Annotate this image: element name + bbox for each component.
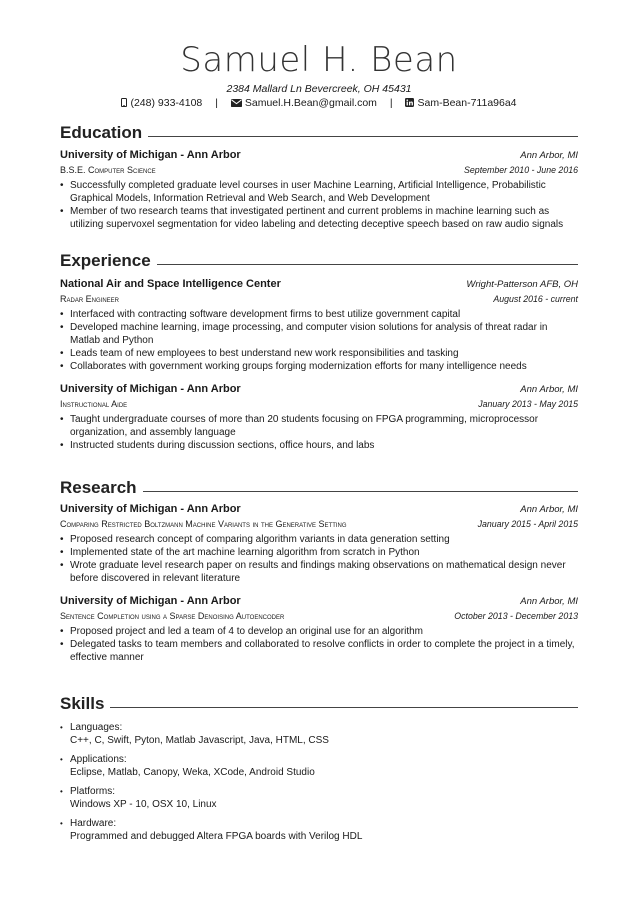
organization: University of Michigan - Ann Arbor <box>60 149 241 161</box>
location: Wright-Patterson AFB, OH <box>466 279 578 290</box>
section-rule <box>143 491 578 492</box>
skill-value: C++, C, Swift, Pyton, Matlab Javascript, Java, HTML, CSS <box>70 735 329 746</box>
skill-item <box>60 721 578 747</box>
section-rule <box>110 707 578 708</box>
list-item: • Successfully completed graduate level courses in user Machine Learning, Artificial Intelligence, Probabilistic Graphical Models, Information Retrieval and Web Search, and Web Development <box>60 179 578 205</box>
skill-item <box>60 817 578 843</box>
skills-list <box>60 721 578 843</box>
section-rule <box>157 264 578 265</box>
date-range: October 2013 - December 2013 <box>454 611 578 621</box>
organization: University of Michigan - Ann Arbor <box>60 503 241 515</box>
list-item: • Developed machine learning, image processing, and computer vision solutions for analysis of threat radar in Matlab and Python <box>60 321 578 347</box>
phone-number[interactable]: (248) 933-4108 <box>130 97 203 109</box>
project-title: Comparing Restricted Boltzmann Machine Variants in the Generative Setting <box>60 519 347 529</box>
candidate-name: Samuel H. Bean <box>180 40 458 80</box>
list-item: • Proposed project and led a team of 4 to develop an original use for an algorithm <box>60 625 578 638</box>
degree: B.S.E. Computer Science <box>60 165 156 175</box>
location: Ann Arbor, MI <box>520 384 578 395</box>
organization: University of Michigan - Ann Arbor <box>60 383 241 395</box>
organization: National Air and Space Intelligence Center <box>60 278 281 290</box>
envelope-icon <box>231 98 242 110</box>
mobile-phone-icon <box>121 98 127 110</box>
project-title: Sentence Completion using a Sparse Denoising Autoencoder <box>60 611 285 621</box>
list-item: • Member of two research teams that investigated pertinent and current problems in machine learning such as utilizing supervoxel segmentation for video labeling and detecting deceptive speech based on raw audio signals <box>60 205 578 231</box>
skills-section <box>60 693 578 849</box>
location: Ann Arbor, MI <box>520 596 578 607</box>
list-item: • Delegated tasks to team members and collaborated to resolve conflicts in order to complete the project in a timely, effective manner <box>60 638 578 664</box>
location: Ann Arbor, MI <box>520 150 578 161</box>
list-item: • Proposed research concept of comparing algorithm variants in data generation setting <box>60 533 578 546</box>
research-entry <box>60 594 578 664</box>
skill-label: • Languages: <box>70 722 123 733</box>
date-range: January 2015 - April 2015 <box>477 519 578 529</box>
experience-entry <box>60 277 578 373</box>
experience-entry <box>60 382 578 452</box>
linkedin-icon <box>405 98 414 110</box>
skill-item <box>60 753 578 779</box>
job-title: Instructional Aide <box>60 399 128 409</box>
linkedin-link[interactable]: Sam-Bean-711a96a4 <box>417 97 517 109</box>
section-title: Research <box>60 478 137 497</box>
organization: University of Michigan - Ann Arbor <box>60 595 241 607</box>
separator: | <box>215 97 218 109</box>
job-title: Radar Engineer <box>60 294 120 304</box>
location: Ann Arbor, MI <box>520 504 578 515</box>
skill-value: Programmed and debugged Altera FPGA boards with Verilog HDL <box>70 831 363 842</box>
experience-section <box>60 250 578 452</box>
list-item: • Instructed students during discussion sections, office hours, and labs <box>60 439 578 452</box>
section-title: Education <box>60 123 143 142</box>
contact-line <box>0 97 638 110</box>
skill-label: • Hardware: <box>70 818 117 829</box>
skill-value: Windows XP - 10, OSX 10, Linux <box>70 799 217 810</box>
email-link[interactable]: Samuel.H.Bean@gmail.com <box>244 97 377 109</box>
education-section <box>60 122 578 231</box>
list-item: • Interfaced with contracting software development firms to best utilize government capital <box>60 308 578 321</box>
separator: | <box>389 97 393 109</box>
list-item: • Collaborates with government working groups forging modernization efforts for many intelligence needs <box>60 360 578 373</box>
skill-label: • Applications: <box>70 754 127 765</box>
education-entry <box>60 148 578 231</box>
list-item: • Taught undergraduate courses of more than 20 students focusing on FPGA programming, microprocessor organization, and assembly language <box>60 413 578 439</box>
section-title: Experience <box>60 251 151 270</box>
research-entry <box>60 502 578 585</box>
skill-item <box>60 785 578 811</box>
date-range: January 2013 - May 2015 <box>478 399 578 409</box>
date-range: September 2010 - June 2016 <box>464 165 578 175</box>
address: 2384 Mallard Ln Bevercreek, OH 45431 <box>226 83 412 95</box>
skill-label: • Platforms: <box>70 786 116 797</box>
skill-value: Eclipse, Matlab, Canopy, Weka, XCode, Android Studio <box>70 767 315 778</box>
list-item: • Implemented state of the art machine learning algorithm from scratch in Python <box>60 546 578 559</box>
list-item: • Leads team of new employees to best understand new work responsibilities and tasking <box>60 347 578 360</box>
research-section <box>60 477 578 664</box>
section-rule <box>148 136 578 137</box>
list-item: • Wrote graduate level research paper on results and findings making observations on mathematical design never before discovered in relevant literature <box>60 559 578 585</box>
section-title: Skills <box>60 694 105 713</box>
date-range: August 2016 - current <box>493 294 578 304</box>
